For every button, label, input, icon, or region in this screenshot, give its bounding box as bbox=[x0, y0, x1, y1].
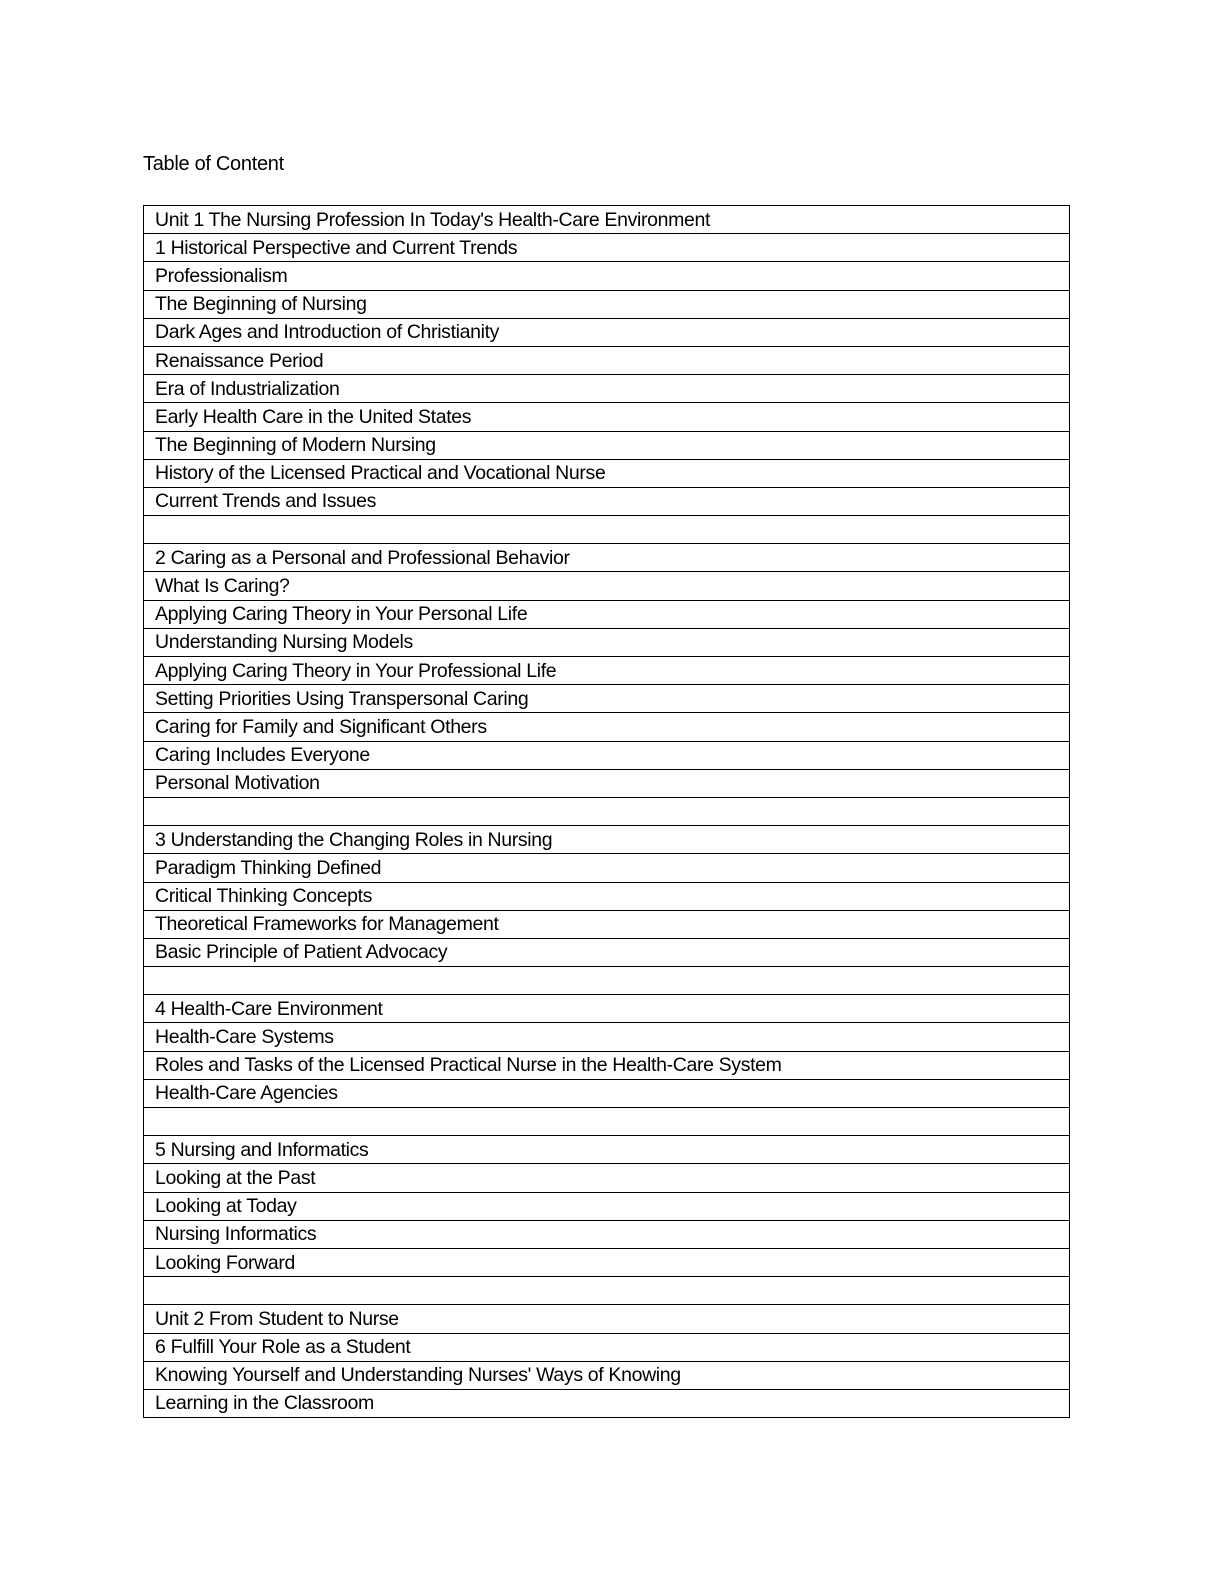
table-row bbox=[144, 206, 1070, 234]
table-row bbox=[144, 375, 1070, 403]
table-row bbox=[144, 1361, 1070, 1389]
toc-entry bbox=[144, 516, 1070, 544]
table-row bbox=[144, 262, 1070, 290]
toc-entry: 1 Historical Perspective and Current Trends bbox=[144, 234, 1070, 262]
table-row bbox=[144, 628, 1070, 656]
table-row bbox=[144, 769, 1070, 797]
table-row bbox=[144, 572, 1070, 600]
toc-entry: What Is Caring? bbox=[144, 572, 1070, 600]
table-row bbox=[144, 1192, 1070, 1220]
table-row bbox=[144, 938, 1070, 966]
table-row bbox=[144, 713, 1070, 741]
table-row bbox=[144, 910, 1070, 938]
toc-entry: 2 Caring as a Personal and Professional Behavior bbox=[144, 544, 1070, 572]
table-row bbox=[144, 854, 1070, 882]
toc-entry bbox=[144, 1108, 1070, 1136]
toc-entry: Theoretical Frameworks for Management bbox=[144, 910, 1070, 938]
toc-entry: Early Health Care in the United States bbox=[144, 403, 1070, 431]
toc-entry: Setting Priorities Using Transpersonal Caring bbox=[144, 685, 1070, 713]
table-row bbox=[144, 741, 1070, 769]
table-row bbox=[144, 657, 1070, 685]
toc-entry: Unit 1 The Nursing Profession In Today's Health-Care Environment bbox=[155, 208, 711, 231]
toc-entry: Renaissance Period bbox=[144, 346, 1070, 374]
table-row bbox=[144, 1051, 1070, 1079]
table-row bbox=[144, 318, 1070, 346]
toc-entry: Learning in the Classroom bbox=[144, 1389, 1070, 1417]
toc-entry: Looking Forward bbox=[144, 1248, 1070, 1276]
toc-entry: Looking at Today bbox=[144, 1192, 1070, 1220]
table-row bbox=[144, 1164, 1070, 1192]
toc-entry: Dark Ages and Introduction of Christianity bbox=[144, 318, 1070, 346]
toc-entry: Nursing Informatics bbox=[144, 1220, 1070, 1248]
table-row bbox=[144, 1079, 1070, 1107]
table-row bbox=[144, 290, 1070, 318]
table-row bbox=[144, 826, 1070, 854]
toc-entry: Health-Care Agencies bbox=[144, 1079, 1070, 1107]
table-row bbox=[144, 1305, 1070, 1333]
table-row bbox=[144, 1333, 1070, 1361]
toc-entry: 5 Nursing and Informatics bbox=[144, 1136, 1070, 1164]
toc-entry: 6 Fulfill Your Role as a Student bbox=[144, 1333, 1070, 1361]
table-row bbox=[144, 431, 1070, 459]
toc-entry: Applying Caring Theory in Your Personal Life bbox=[144, 600, 1070, 628]
table-row bbox=[144, 459, 1070, 487]
toc-entry: Paradigm Thinking Defined bbox=[144, 854, 1070, 882]
toc-entry bbox=[144, 797, 1070, 825]
toc-entry: Unit 2 From Student to Nurse bbox=[144, 1305, 1070, 1333]
table-row bbox=[144, 600, 1070, 628]
toc-entry: Knowing Yourself and Understanding Nurses' Ways of Knowing bbox=[144, 1361, 1070, 1389]
toc-entry: Roles and Tasks of the Licensed Practical Nurse in the Health-Care System bbox=[144, 1051, 1070, 1079]
toc-entry: Looking at the Past bbox=[144, 1164, 1070, 1192]
toc-entry: Caring for Family and Significant Others bbox=[144, 713, 1070, 741]
table-row bbox=[144, 234, 1070, 262]
toc-entry: Applying Caring Theory in Your Professional Life bbox=[144, 657, 1070, 685]
toc-entry: 3 Understanding the Changing Roles in Nursing bbox=[144, 826, 1070, 854]
toc-table bbox=[143, 205, 1070, 1418]
table-row bbox=[144, 995, 1070, 1023]
table-row bbox=[144, 797, 1070, 825]
table-row bbox=[144, 1220, 1070, 1248]
table-row bbox=[144, 1248, 1070, 1276]
toc-entry: Understanding Nursing Models bbox=[144, 628, 1070, 656]
toc-entry: Professionalism bbox=[144, 262, 1070, 290]
table-row bbox=[144, 1108, 1070, 1136]
table-row bbox=[144, 685, 1070, 713]
table-row bbox=[144, 487, 1070, 515]
toc-table-body bbox=[144, 206, 1070, 1418]
table-row bbox=[144, 403, 1070, 431]
table-row bbox=[144, 544, 1070, 572]
toc-entry: Era of Industrialization bbox=[144, 375, 1070, 403]
toc-entry: Caring Includes Everyone bbox=[144, 741, 1070, 769]
toc-entry: Basic Principle of Patient Advocacy bbox=[144, 938, 1070, 966]
toc-entry: Critical Thinking Concepts bbox=[144, 882, 1070, 910]
toc-entry: History of the Licensed Practical and Vocational Nurse bbox=[144, 459, 1070, 487]
toc-entry bbox=[144, 1277, 1070, 1305]
table-row bbox=[144, 967, 1070, 995]
table-row bbox=[144, 882, 1070, 910]
table-row bbox=[144, 1136, 1070, 1164]
toc-entry bbox=[144, 967, 1070, 995]
toc-entry: Current Trends and Issues bbox=[144, 487, 1070, 515]
toc-entry: Personal Motivation bbox=[144, 769, 1070, 797]
table-row bbox=[144, 516, 1070, 544]
table-row bbox=[144, 346, 1070, 374]
toc-entry: Health-Care Systems bbox=[144, 1023, 1070, 1051]
table-row bbox=[144, 1277, 1070, 1305]
toc-entry: The Beginning of Modern Nursing bbox=[144, 431, 1070, 459]
page-title: Table of Content bbox=[143, 153, 284, 175]
toc-entry: 4 Health-Care Environment bbox=[144, 995, 1070, 1023]
toc-entry: The Beginning of Nursing bbox=[144, 290, 1070, 318]
table-row bbox=[144, 1389, 1070, 1417]
table-row bbox=[144, 1023, 1070, 1051]
